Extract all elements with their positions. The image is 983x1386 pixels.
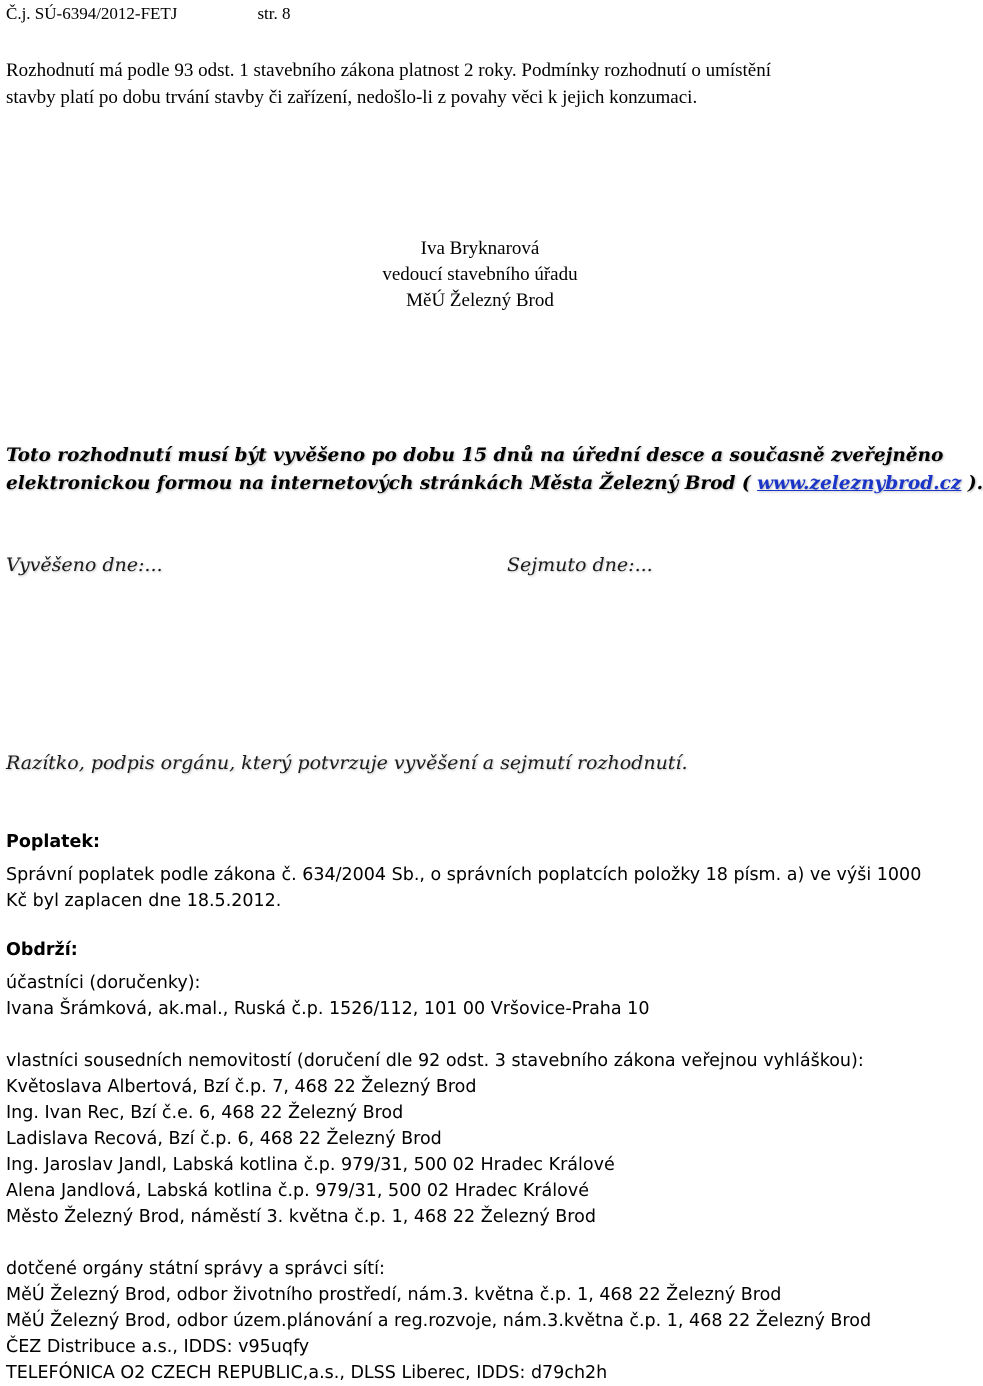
notice-line-2 xyxy=(6,470,983,498)
posted-date-field: Vyvěšeno dne:... xyxy=(6,554,163,576)
signatory-role: vedoucí stavebního úřadu xyxy=(382,264,578,285)
neighbor-item: Květoslava Albertová, Bzí č.p. 7, 468 22 Železný Brod xyxy=(6,1077,477,1097)
fee-line-2: Kč byl zaplacen dne 18.5.2012. xyxy=(6,891,282,911)
neighbor-item: Ladislava Recová, Bzí č.p. 6, 468 22 Železný Brod xyxy=(6,1129,442,1149)
fee-heading: Poplatek: xyxy=(6,832,101,852)
validity-paragraph xyxy=(6,57,771,111)
authorities-label: dotčené orgány státní správy a správci sítí: xyxy=(6,1259,385,1279)
participants-section xyxy=(6,970,649,1022)
neighbor-item: Město Železný Brod, náměstí 3. května č.p. 1, 468 22 Železný Brod xyxy=(6,1207,596,1227)
participant-item: Ivana Šrámková, ak.mal., Ruská č.p. 1526/112, 101 00 Vršovice-Praha 10 xyxy=(6,999,650,1019)
stamp-note: Razítko, podpis orgánu, který potvrzuje vyvěšení a sejmutí rozhodnutí. xyxy=(6,752,688,774)
signatory-office: MěÚ Železný Brod xyxy=(406,290,554,311)
neighbors-label: vlastníci sousedních nemovitostí (doručení dle 92 odst. 3 stavebního zákona veřejnou vyhláškou): xyxy=(6,1051,864,1071)
validity-line-1: Rozhodnutí má podle 93 odst. 1 stavebního zákona platnost 2 roky. Podmínky rozhodnutí o umístění xyxy=(6,60,772,81)
neighbor-item: Ing. Jaroslav Jandl, Labská kotlina č.p. 979/31, 500 02 Hradec Králové xyxy=(6,1155,615,1175)
authority-item: MěÚ Železný Brod, odbor životního prostředí, nám.3. května č.p. 1, 468 22 Železný Brod xyxy=(6,1285,782,1305)
fee-line-1: Správní poplatek podle zákona č. 634/2004 Sb., o správních poplatcích položky 18 písm. a) ve výši 1000 xyxy=(6,865,922,885)
page-number: str. 8 xyxy=(257,4,291,23)
notice-line-1: Toto rozhodnutí musí být vyvěšeno po dobu 15 dnů na úřední desce a současně zveřejněno xyxy=(6,445,944,466)
page-header xyxy=(6,4,291,24)
authority-item: TELEFÓNICA O2 CZECH REPUBLIC,a.s., DLSS Liberec, IDDS: d79ch2h xyxy=(6,1363,608,1383)
publication-notice xyxy=(6,442,983,498)
fee-text xyxy=(6,862,921,914)
neighbor-item: Alena Jandlová, Labská kotlina č.p. 979/31, 500 02 Hradec Králové xyxy=(6,1181,589,1201)
recipients-heading: Obdrží: xyxy=(6,940,78,960)
authorities-section xyxy=(6,1256,871,1386)
authority-item: MěÚ Železný Brod, odbor územ.plánování a reg.rozvoje, nám.3.května č.p. 1, 468 22 Železný Brod xyxy=(6,1311,872,1331)
notice-line-2-prefix: elektronickou formou na internetových stránkách Města Železný Brod ( xyxy=(6,473,758,494)
website-link[interactable]: www.zeleznybrod.cz xyxy=(757,473,962,494)
neighbor-item: Ing. Ivan Rec, Bzí č.e. 6, 468 22 Železný Brod xyxy=(6,1103,404,1123)
validity-line-2: stavby platí po dobu trvání stavby či zařízení, nedošlo-li z povahy věci k jejich konzumaci. xyxy=(6,87,698,108)
neighbors-section xyxy=(6,1048,864,1230)
signatory-name: Iva Bryknarová xyxy=(420,238,540,259)
participants-label: účastníci (doručenky): xyxy=(6,973,201,993)
notice-line-2-suffix: ). xyxy=(961,473,983,494)
removed-date-field: Sejmuto dne:... xyxy=(507,554,653,576)
reference-number: Č.j. SÚ-6394/2012-FETJ xyxy=(6,4,178,23)
signature-block xyxy=(0,236,960,314)
authority-item: ČEZ Distribuce a.s., IDDS: v95uqfy xyxy=(6,1337,310,1357)
